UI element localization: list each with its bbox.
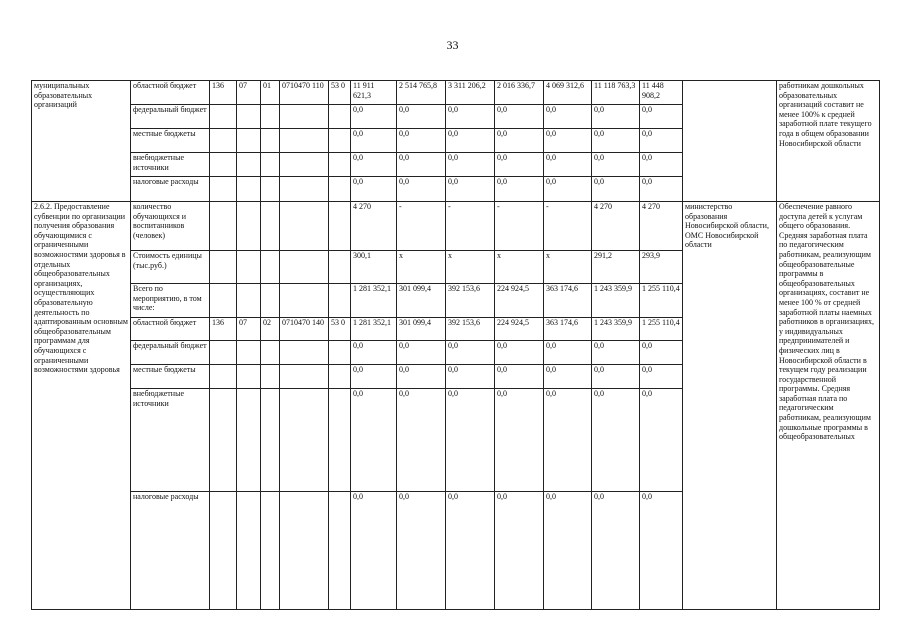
value-col-1: 1 281 352,1 <box>351 318 397 341</box>
funding-source-cell: федеральный бюджет <box>131 341 210 365</box>
subsection-code <box>261 389 280 492</box>
value-col-1: 4 270 <box>351 202 397 251</box>
funding-source-cell: Стоимость единицы (тыс.руб.) <box>131 251 210 284</box>
value-col-4: 0,0 <box>495 365 544 389</box>
subsection-code: 02 <box>261 318 280 341</box>
value-col-1: 0,0 <box>351 389 397 492</box>
section-code <box>237 389 261 492</box>
value-col-3: 0,0 <box>446 365 495 389</box>
value-col-2: 0,0 <box>397 153 446 177</box>
value-col-1: 0,0 <box>351 341 397 365</box>
value-col-2: 0,0 <box>397 341 446 365</box>
value-col-4: 0,0 <box>495 129 544 153</box>
section-code <box>237 492 261 610</box>
subsection-code: 01 <box>261 81 280 105</box>
value-col-5: 0,0 <box>544 389 592 492</box>
target-article-code <box>280 492 329 610</box>
value-col-6: 0,0 <box>592 341 640 365</box>
value-col-6: 291,2 <box>592 251 640 284</box>
value-col-7: 0,0 <box>640 389 683 492</box>
section-code <box>237 202 261 251</box>
subsection-code <box>261 492 280 610</box>
subsection-code <box>261 251 280 284</box>
expense-type-code <box>329 492 351 610</box>
value-col-5: 0,0 <box>544 153 592 177</box>
funding-source-cell: налоговые расходы <box>131 177 210 202</box>
expense-type-code <box>329 202 351 251</box>
funding-source-cell: налоговые расходы <box>131 492 210 610</box>
value-col-3: 3 311 206,2 <box>446 81 495 105</box>
section-code <box>237 153 261 177</box>
funding-source-cell: местные бюджеты <box>131 365 210 389</box>
subsection-code <box>261 153 280 177</box>
value-col-7: 11 448 908,2 <box>640 81 683 105</box>
value-col-7: 0,0 <box>640 177 683 202</box>
target-article-code: 0710470 140 <box>280 318 329 341</box>
section-code <box>237 251 261 284</box>
value-col-1: 0,0 <box>351 153 397 177</box>
expense-type-code <box>329 251 351 284</box>
value-col-7: 0,0 <box>640 365 683 389</box>
subsection-code <box>261 284 280 318</box>
expense-type-code <box>329 284 351 318</box>
value-col-3: - <box>446 202 495 251</box>
activity-cell: 2.6.2. Предоставление субвенции по организации получения образования обучающимися с ограниченными возможностями здоровья в отдельных общеобразовательных организациях, осуществляющих образовательную деятельность по адаптированным основным общеобразовательным программам для обучающихся с ограниченными возможностями здоровья <box>32 202 131 610</box>
value-col-4: 0,0 <box>495 492 544 610</box>
executor-cell: министерство образования Новосибирской области, ОМС Новосибирской области <box>683 202 777 610</box>
value-col-3: 392 153,6 <box>446 318 495 341</box>
section-code: 07 <box>237 318 261 341</box>
section-code <box>237 365 261 389</box>
value-col-4: 0,0 <box>495 389 544 492</box>
value-col-3: 0,0 <box>446 129 495 153</box>
value-col-6: 0,0 <box>592 365 640 389</box>
value-col-5: x <box>544 251 592 284</box>
value-col-4: 2 016 336,7 <box>495 81 544 105</box>
value-col-6: 0,0 <box>592 105 640 129</box>
value-col-6: 4 270 <box>592 202 640 251</box>
value-col-3: 0,0 <box>446 492 495 610</box>
value-col-5: 0,0 <box>544 105 592 129</box>
value-col-5: 363 174,6 <box>544 284 592 318</box>
expense-type-code <box>329 365 351 389</box>
value-col-7: 0,0 <box>640 341 683 365</box>
value-col-5: 0,0 <box>544 365 592 389</box>
value-col-2: 301 099,4 <box>397 318 446 341</box>
subsection-code <box>261 365 280 389</box>
gov-code <box>210 365 237 389</box>
value-col-7: 0,0 <box>640 129 683 153</box>
target-article-code <box>280 202 329 251</box>
funding-source-cell: Всего по мероприятию, в том числе: <box>131 284 210 318</box>
section-code: 07 <box>237 81 261 105</box>
value-col-7: 293,9 <box>640 251 683 284</box>
expense-type-code <box>329 341 351 365</box>
gov-code <box>210 284 237 318</box>
value-col-2: 0,0 <box>397 492 446 610</box>
target-article-code <box>280 341 329 365</box>
value-col-4: - <box>495 202 544 251</box>
gov-code <box>210 492 237 610</box>
value-col-6: 0,0 <box>592 129 640 153</box>
value-col-2: x <box>397 251 446 284</box>
value-col-2: 0,0 <box>397 129 446 153</box>
subsection-code <box>261 177 280 202</box>
value-col-6: 11 118 763,3 <box>592 81 640 105</box>
subsection-code <box>261 202 280 251</box>
gov-code <box>210 341 237 365</box>
value-col-5: 0,0 <box>544 492 592 610</box>
subsection-code <box>261 105 280 129</box>
funding-source-cell: федеральный бюджет <box>131 105 210 129</box>
target-article-code <box>280 389 329 492</box>
value-col-4: 0,0 <box>495 153 544 177</box>
section-code <box>237 105 261 129</box>
target-article-code <box>280 177 329 202</box>
expense-type-code <box>329 177 351 202</box>
value-col-1: 0,0 <box>351 492 397 610</box>
value-col-6: 0,0 <box>592 492 640 610</box>
value-col-2: 0,0 <box>397 177 446 202</box>
value-col-4: 0,0 <box>495 341 544 365</box>
value-col-1: 0,0 <box>351 177 397 202</box>
gov-code: 136 <box>210 318 237 341</box>
activity-cell: муниципальных образовательных организаций <box>32 81 131 202</box>
value-col-6: 1 243 359,9 <box>592 284 640 318</box>
subsection-code <box>261 341 280 365</box>
expected-result-cell: работникам дошкольных образовательных организаций составит не менее 100% к средней заработной плате текущего года в общем образовании Новосибирской области <box>777 81 880 202</box>
value-col-4: 0,0 <box>495 177 544 202</box>
value-col-1: 11 911 621,3 <box>351 81 397 105</box>
value-col-3: 0,0 <box>446 153 495 177</box>
gov-code <box>210 105 237 129</box>
expense-type-code <box>329 389 351 492</box>
table-row <box>32 202 880 251</box>
value-col-6: 0,0 <box>592 389 640 492</box>
value-col-3: 0,0 <box>446 389 495 492</box>
value-col-2: - <box>397 202 446 251</box>
expense-type-code: 53 0 <box>329 81 351 105</box>
target-article-code <box>280 284 329 318</box>
value-col-1: 0,0 <box>351 129 397 153</box>
value-col-7: 0,0 <box>640 492 683 610</box>
gov-code <box>210 202 237 251</box>
page-number: 33 <box>446 38 459 52</box>
value-col-2: 0,0 <box>397 365 446 389</box>
table-row <box>32 81 880 105</box>
funding-source-cell: количество обучающихся и воспитанников (человек) <box>131 202 210 251</box>
value-col-5: 0,0 <box>544 177 592 202</box>
value-col-1: 0,0 <box>351 105 397 129</box>
gov-code <box>210 129 237 153</box>
value-col-4: 224 924,5 <box>495 318 544 341</box>
section-code <box>237 284 261 318</box>
expense-type-code: 53 0 <box>329 318 351 341</box>
value-col-3: 0,0 <box>446 105 495 129</box>
table-body <box>32 81 880 610</box>
value-col-5: 0,0 <box>544 341 592 365</box>
value-col-4: 224 924,5 <box>495 284 544 318</box>
expense-type-code <box>329 105 351 129</box>
section-code <box>237 129 261 153</box>
funding-source-cell: областной бюджет <box>131 318 210 341</box>
funding-source-cell: областной бюджет <box>131 81 210 105</box>
value-col-1: 0,0 <box>351 365 397 389</box>
target-article-code <box>280 365 329 389</box>
value-col-6: 1 243 359,9 <box>592 318 640 341</box>
gov-code <box>210 177 237 202</box>
section-code <box>237 177 261 202</box>
value-col-6: 0,0 <box>592 153 640 177</box>
target-article-code <box>280 251 329 284</box>
value-col-5: 363 174,6 <box>544 318 592 341</box>
value-col-1: 300,1 <box>351 251 397 284</box>
value-col-5: - <box>544 202 592 251</box>
funding-source-cell: внебюджетные источники <box>131 153 210 177</box>
target-article-code <box>280 129 329 153</box>
expense-type-code <box>329 153 351 177</box>
gov-code: 136 <box>210 81 237 105</box>
gov-code <box>210 153 237 177</box>
value-col-2: 2 514 765,8 <box>397 81 446 105</box>
gov-code <box>210 389 237 492</box>
value-col-4: x <box>495 251 544 284</box>
value-col-2: 0,0 <box>397 105 446 129</box>
gov-code <box>210 251 237 284</box>
value-col-5: 4 069 312,6 <box>544 81 592 105</box>
value-col-1: 1 281 352,1 <box>351 284 397 318</box>
value-col-7: 1 255 110,4 <box>640 318 683 341</box>
subsection-code <box>261 129 280 153</box>
value-col-7: 0,0 <box>640 105 683 129</box>
target-article-code <box>280 153 329 177</box>
value-col-7: 1 255 110,4 <box>640 284 683 318</box>
value-col-3: x <box>446 251 495 284</box>
value-col-3: 0,0 <box>446 341 495 365</box>
value-col-3: 0,0 <box>446 177 495 202</box>
value-col-2: 301 099,4 <box>397 284 446 318</box>
value-col-7: 0,0 <box>640 153 683 177</box>
executor-cell <box>683 81 777 202</box>
program-table <box>31 80 880 610</box>
value-col-4: 0,0 <box>495 105 544 129</box>
value-col-7: 4 270 <box>640 202 683 251</box>
expense-type-code <box>329 129 351 153</box>
value-col-2: 0,0 <box>397 389 446 492</box>
target-article-code <box>280 105 329 129</box>
funding-source-cell: внебюджетные источники <box>131 389 210 492</box>
value-col-3: 392 153,6 <box>446 284 495 318</box>
section-code <box>237 341 261 365</box>
expected-result-cell: Обеспечение равного доступа детей к услугам общего образования. Средняя заработная плата по педагогическим работникам, реализующим общеобразовательные программы в общеобразовательных организациях, составит не менее 100 % от средней заработной платы наемных работников в организациях, у индивидуальных предпринимателей и физических лиц в Новосибирской области в текущем году реализации государственной программы. Средняя заработная плата по педагогическим работникам, реализующим дошкольные программы в общеобразовательных <box>777 202 880 610</box>
value-col-6: 0,0 <box>592 177 640 202</box>
funding-source-cell: местные бюджеты <box>131 129 210 153</box>
value-col-5: 0,0 <box>544 129 592 153</box>
target-article-code: 0710470 110 <box>280 81 329 105</box>
